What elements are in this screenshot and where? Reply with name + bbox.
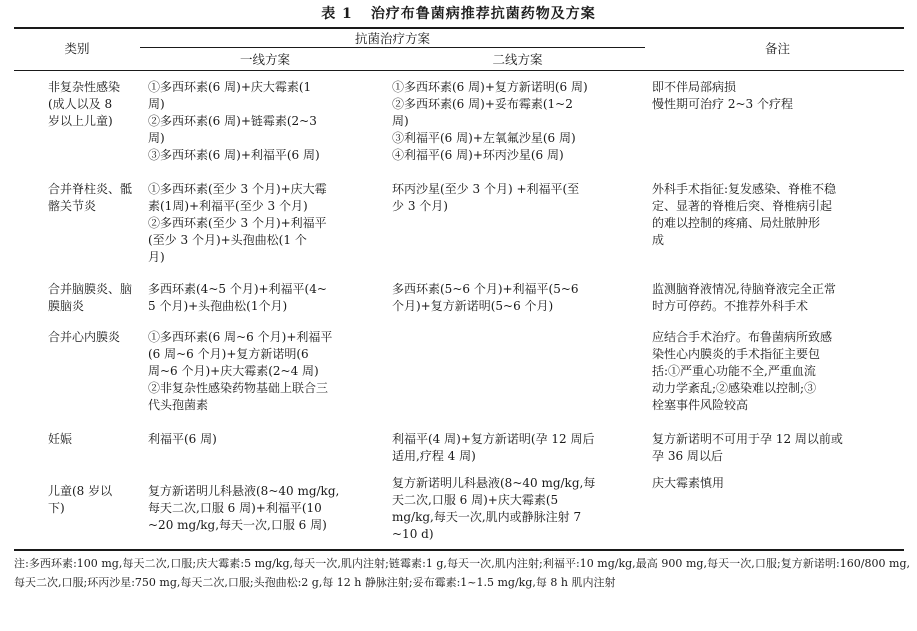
row-1-category: 非复杂性感染 (成人以及 8 岁以上儿童)	[48, 80, 121, 128]
row-3-second-line: 多西环素(5~6 个月)+利福平(5~6 个月)+复方新诺明(5~6 个月)	[392, 282, 579, 313]
header-first-line: 一线方案	[239, 52, 290, 67]
row-4-remarks: 应结合手术治疗。布鲁菌病所致感 染性心内膜炎的手术指征主要包 括:①严重心功能不全,严重血流 动力学紊乱;②感染难以控制;③ 栓塞事件风险较高	[652, 330, 833, 412]
table-caption	[0, 3, 917, 23]
header-rule	[14, 70, 904, 71]
row-3-category: 合并脑膜炎、脑 膜脑炎	[48, 282, 133, 313]
row-6-remarks: 庆大霉素慎用	[652, 476, 725, 490]
row-4-first-line: ①多西环素(6 周~6 个月)+利福平 (6 周~6 个月)+复方新诺明(6 周~6 个月)+庆大霉素(2~4 周) ②非复杂性感染药物基础上联合三 代头孢菌素	[148, 330, 333, 412]
header-category: 类别	[64, 41, 90, 56]
top-rule	[14, 27, 904, 29]
row-1-first-line: ①多西环素(6 周)+庆大霉素(1 周) ②多西环素(6 周)+链霉素(2~3 周) ③多西环素(6 周)+利福平(6 周)	[148, 80, 320, 162]
row-6-second-line: 复方新诺明儿科悬液(8~40 mg/kg,每 天二次,口服 6 周)+庆大霉素(5 mg/kg,每天一次,肌内或静脉注射 7 ~10 d)	[392, 476, 596, 541]
table-number: 表 1	[321, 6, 353, 22]
row-2-second-line: 环丙沙星(至少 3 个月) +利福平(至 少 3 个月)	[392, 182, 580, 213]
row-2-first-line: ①多西环素(至少 3 个月)+庆大霉 素(1周)+利福平(至少 3 个月) ②多西环素(至少 3 个月)+利福平 (至少 3 个月)+头孢曲松(1 个 月)	[148, 182, 327, 264]
header-second-line: 二线方案	[492, 52, 543, 67]
bottom-rule	[14, 549, 904, 551]
header-antibacterial: 抗菌治疗方案	[354, 31, 430, 46]
row-3-remarks: 监测脑脊液情况,待脑脊液完全正常 时方可停药。不推荐外科手术	[652, 282, 836, 313]
row-5-second-line: 利福平(4 周)+复方新诺明(孕 12 周后 适用,疗程 4 周)	[392, 432, 595, 463]
header-remarks: 备注	[764, 41, 790, 56]
table-footnote: 注:多西环素:100 mg,每天二次,口服;庆大霉素:5 mg/kg,每天一次,肌内注射;链霉素:1 g,每天一次,肌内注射;利福平:10 mg/kg,最高 900 mg,每天一次,口服;复方新诺明:160/800 mg,每天二次,口服;环丙沙星:750 mg,每天二次,口服;头孢曲松:2 g,每 12 h 静脉注射;妥布霉素:1~1.5 mg/kg,每 8 h 肌内注射	[14, 557, 910, 589]
table-title: 治疗布鲁菌病推荐抗菌药物及方案	[370, 6, 596, 22]
row-5-category: 妊娠	[48, 432, 73, 446]
row-6-category: 儿童(8 岁以 下)	[48, 484, 113, 515]
row-2-remarks: 外科手术指征:复发感染、脊椎不稳 定、显著的脊椎后突、脊椎病引起 的难以控制的疼痛、局灶脓肿形 成	[652, 182, 837, 247]
row-6-first-line: 复方新诺明儿科悬液(8~40 mg/kg, 每天二次,口服 6 周)+利福平(10 ~20 mg/kg,每天一次,口服 6 周)	[148, 484, 340, 532]
row-1-remarks: 即不伴局部病损 慢性期可治疗 2~3 个疗程	[652, 80, 793, 111]
subheader-rule	[140, 47, 645, 48]
row-4-category: 合并心内膜炎	[48, 330, 121, 344]
row-1-second-line: ①多西环素(6 周)+复方新诺明(6 周) ②多西环素(6 周)+妥布霉素(1~2 周) ③利福平(6 周)+左氧氟沙星(6 周) ④利福平(6 周)+环丙沙星(6 周)	[392, 80, 588, 162]
row-5-remarks: 复方新诺明不可用于孕 12 周以前或 孕 36 周以后	[652, 432, 843, 463]
row-5-first-line: 利福平(6 周)	[148, 432, 217, 446]
row-3-first-line: 多西环素(4~5 个月)+利福平(4~ 5 个月)+头孢曲松(1个月)	[148, 282, 327, 313]
row-2-category: 合并脊柱炎、骶 髂关节炎	[48, 182, 133, 213]
